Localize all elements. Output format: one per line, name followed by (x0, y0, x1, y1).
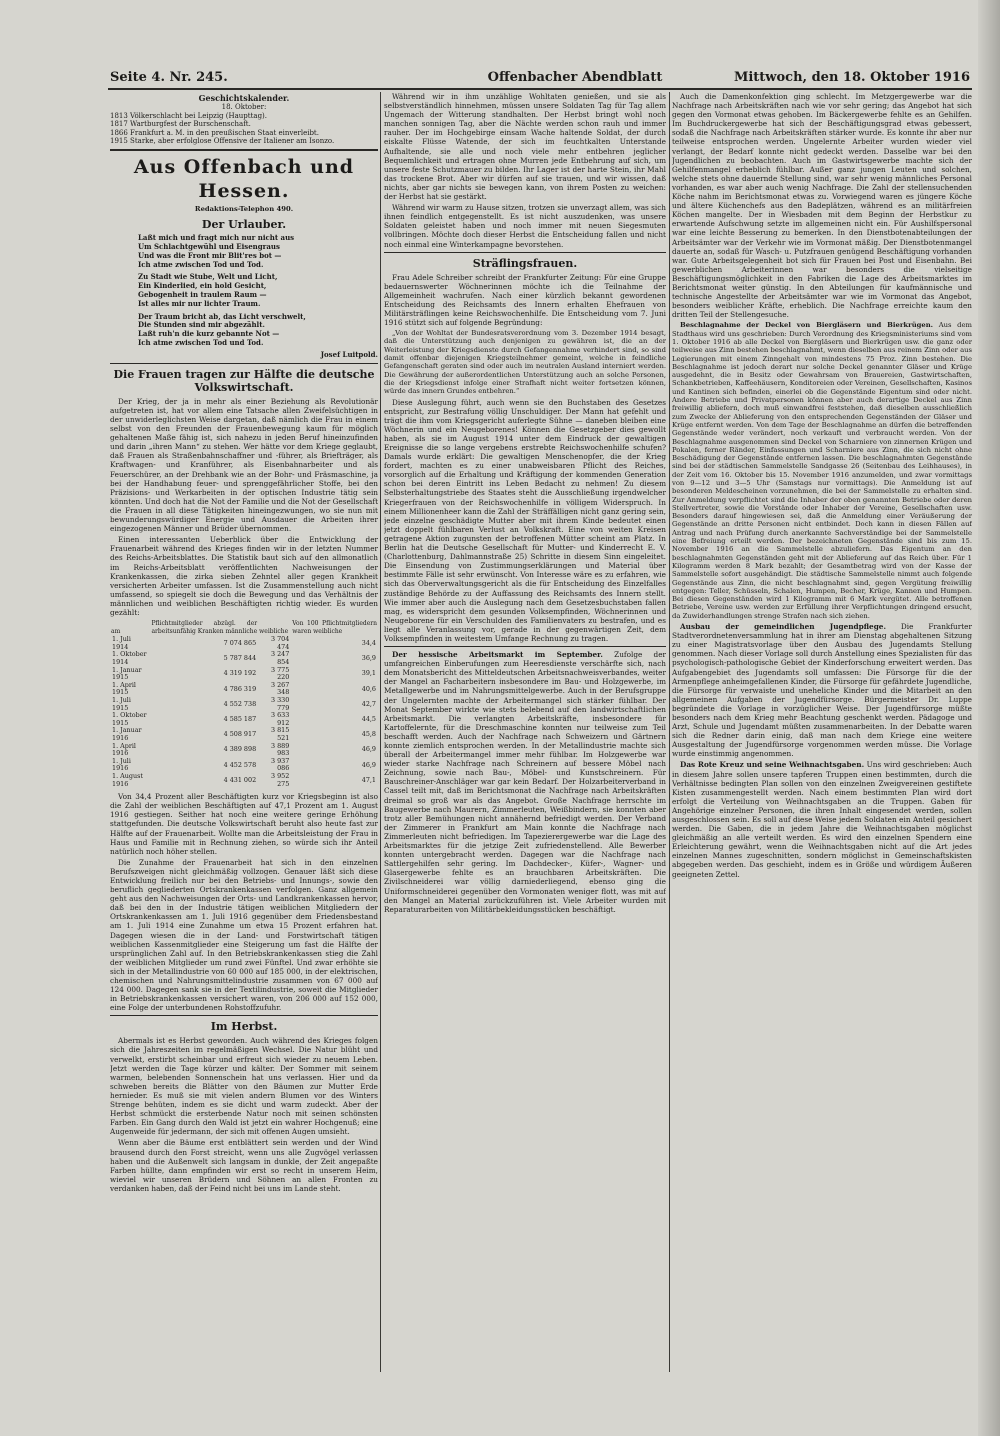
column-2 (384, 92, 666, 916)
calendar-item: 1915 Starke, aber erfolglose Offensive der Italiener am Isonzo. (110, 137, 335, 146)
poem-line: Und was die Front mir Blit'res bot — (138, 250, 282, 260)
table-row (110, 773, 378, 788)
table-cell: 3 704 474 (270, 635, 290, 651)
page-header (110, 70, 970, 90)
table-row (110, 743, 378, 758)
table-cell: 3 633 912 (270, 711, 290, 727)
table-header: Pflichtmitglieder abzügl. der arbeitsunfähig Kranken männliche (151, 620, 258, 635)
header-rule (108, 88, 972, 90)
poem-author: Josef Luitpold. (320, 349, 378, 359)
article-paragraph: Frau Adele Schreiber schreibt der Frankfurter Zeitung: Für eine Gruppe bedauernswerter Wöchnerinnen möchte ich die Teilnahme der Allgemeinheit wachrufen. Nach einer kürzlich bekannt gewordenen Entscheidung des Reichsamts des Innern erhalten Ehefrauen von Militärsträflingen keine Reichswochenhilfe. Die Entscheidung vom 7. Juni 1916 stützt sich auf folgende Begründung: (384, 272, 666, 328)
table-row (110, 712, 378, 727)
table-cell: 3 775 220 (270, 665, 290, 682)
table-row (110, 727, 378, 742)
table-cell: 1. Juli 1915 (112, 696, 131, 712)
article-title: Im Herbst. (210, 1020, 278, 1034)
table-cell: 4 319 192 (223, 669, 257, 678)
table-cell: 4 389 898 (223, 745, 257, 754)
article-paragraph (672, 760, 972, 878)
table-cell: 46,9 (361, 760, 376, 769)
section-title: Aus Offenbach und Hessen. (133, 156, 355, 203)
table-cell: 4 508 917 (223, 730, 257, 739)
poem-line: Um Schlachtgewühl und Eisengraus (138, 241, 280, 251)
editorial-phone: Redaktions-Telephon 490. (194, 205, 294, 214)
poem-line: Ein Kinderlied, ein hold Gesicht, (138, 281, 267, 291)
newspaper-title: Offenbacher Abendblatt (487, 70, 663, 85)
article-lead: Der hessische Arbeitsmarkt im September. (392, 650, 603, 660)
calendar-item: 1866 Frankfurt a. M. in den preußischen Staat einverleibt. (110, 128, 319, 137)
table-header: am (111, 627, 121, 635)
poem-line: Gebogenheit in traulem Raum — (138, 289, 267, 299)
issue-date: Mittwoch, den 18. Oktober 1916 (733, 70, 970, 85)
table-row (110, 667, 378, 682)
table-row (110, 697, 378, 712)
article-paragraph: Diese Auslegung führt, auch wenn sie den Buchstaben des Gesetzes entspricht, zur Bestrafung völlig Unschuldiger. Der Mann hat gefehlt und trägt die ihm vom Kriegsgericht auferlegte Sühne — daneben bleiben eine Wöchnerin und ein Neugeborenes! Können die Gesetzgeber dies gewollt haben, als sie im August 1914 unter dem Eindruck der gewaltigen Ereignisse die so lange vergebens erstrebte Reichswochenhilfe schufen? Damals wurde erklärt: Die gewaltigen Menschenopfer, die der Krieg fordert, machten es zu einer unabweisbaren Pflicht des Reiches, vorsorglich auf die Erhaltung und Kräftigung der kommenden Generation schon bei deren Eintritt ins Leben Bedacht zu nehmen! Zu diesem Selbsterhaltungstriebe des Staates steht die Ausschließung irgendwelcher Kriegerfrauen von der Reichswochenhilfe in völligem Widerspruch. In einem Millionenheer kann die Zahl der Sträffälligen nicht ganz gering sein, jede einzelne geschädigte Mutter aber mit ihrem Kinde bedeutet einen jetzt doppelt fühlbaren Verlust an Volkskraft. Eine von weiten Kreisen getragene Aktion zugunsten der betroffenen Mütter scheint am Platz. In Berlin hat die Deutsche Gesellschaft für Mutter- und Kinderrecht E. V. (Charlottenburg, Dahlmannstraße 25) Schritte in diesem Sinn eingeleitet. Die Einsendung von Zustimmungserklärungen und Material über bestimmte Fälle ist sehr erwünscht. Von Interesse wäre es zu erfahren, wie sich das Oberverwaltungsgericht als die für Entscheidung des Einzelfalles zuständige Behörde zu der Auffassung des Reichsamts des Innern stellt. Wie immer aber auch die Auslegung nach dem Gesetzesbuchstaben fallen mag, es widerspricht dem gesunden Volksempfinden, Wöchnerinnen und Neugeborene für ein Verschulden des Familienvaters zu bestrafen, und es liegt alle Veranlassung vor, gerade in der gegenwärtigen Zeit, dem Volksempfinden in weitestem Umfange Rechnung zu tragen. (384, 397, 666, 643)
table-cell: 1. Juli 1914 (112, 635, 131, 651)
column-divider (380, 92, 381, 1372)
table-cell: 45,8 (361, 730, 376, 739)
article-paragraph (672, 622, 972, 758)
article-paragraph (384, 650, 666, 914)
poem-line: Ich atme zwischen Tod und Tod. (138, 337, 264, 347)
column-1 (110, 92, 378, 1195)
article-text: Die Frankfurter Stadtverordnetenversammlung hat in ihrer am Dienstag abgehaltenen Sitzung zu einer Magistratsvorlage über den Ausbau des Jugendamts Stellung genommen. Nach dieser Vorlage soll durch Anstellung eines Spezialisten für das psychologisch-pathologische Gebiet der Kinderforschung erweitert werden. Das Aufgabengebiet des Jugendamts soll umfassen: Die Fürsorge für die der Armenpflege anheimgefallenen Kinder, die Fürsorge für gefährdete Jugendliche, die Fürsorge für verwaiste und uneheliche Kinder und die Mitarbeit an den allgemeinen Aufgaben der Jugendfürsorge. Bürgermeister Dr. Luppe begründete die Vorlage in vorzüglicher Weise. Der Jugendfürsorge müßte besonders nach dem Krieg mehr Beachtung geschenkt werden. Pädagoge und Arzt, Schule und Jugendamt müßten zusammenarbeiten. In der Debatte waren sich die Redner darin einig, daß man nach dem Kriege eine weitere Ausgestaltung der Jugendfürsorge vorgenommen werden müsse. Die Vorlage wurde einstimmig angenommen. (672, 622, 972, 759)
divider (110, 1015, 378, 1016)
article-paragraph: Während wir warm zu Hause sitzen, trotzen sie unverzagt allem, was sich ihnen feindlich entgegenstellt. Es ist nicht auszudenken, was unsere Soldaten geleistet haben und noch immer mit neuen Siegesmuten vollbringen. Möchte doch dieser Herbst die Entscheidung fallen und nicht noch einmal eine Winterkampagne bevorstehen. (384, 203, 666, 249)
calendar-title: Geschichtskalender. (198, 93, 290, 103)
table-cell: 3 889 983 (270, 741, 290, 758)
table-cell: 40,6 (361, 684, 376, 693)
table-cell: 1. April 1915 (112, 680, 136, 697)
calendar (110, 103, 378, 146)
table-cell: 3 267 348 (270, 680, 290, 697)
table-cell: 1. Januar 1916 (112, 726, 142, 742)
poem-line: Laßt mich und fragt mich nur nicht aus (138, 233, 295, 243)
table-cell: 1. Juli 1916 (112, 756, 131, 773)
table-cell: 3 247 854 (270, 650, 290, 667)
article-paragraph: Einen interessanten Ueberblick über die Entwicklung der Frauenarbeit während des Krieges finden wir in der letzten Nummer des Reichs-Arbeitsblattes. Die Statistik baut sich auf den allmonatlich im Reichs-Arbeitsblatt veröffentlichten Nachweisungen der Krankenkassen, die zirka sieben Zehntel aller gegen Krankheit versicherten Arbeiter umfassen. Ist die Zusammenstellung auch nicht umfassend, so spiegelt sie doch die Bewegung und das Verhältnis der männlichen und weiblichen Beschäftigten richtig wieder. Es wurden gezählt: (110, 535, 378, 617)
table-cell: 44,5 (361, 714, 376, 723)
table-header: Von 100 Pflichtmitgliedern waren weibliche (292, 620, 377, 635)
statistics-table (110, 619, 378, 788)
poem-line: Der Traum bricht ab, das Licht verschwelt, (138, 311, 306, 321)
table-cell: 46,9 (361, 745, 376, 754)
table-cell: 1. Oktober 1914 (112, 650, 147, 667)
table-cell: 39,1 (361, 669, 376, 678)
table-row (110, 636, 378, 651)
article-lead: Das Rote Kreuz und seine Weihnachtsgaben. (680, 760, 865, 770)
article-paragraph: Abermals ist es Herbst geworden. Auch während des Krieges folgen sich die Jahreszeiten im regelmäßigen Wechsel. Die Natur blüht und verwelkt, erstirbt scheinbar und erfreut sich wieder zu neuem Leben. Jetzt werden die Tage kürzer und kälter. Der Sommer mit seinem warmen, belebenden Sonnenschein hat uns verlassen. Hier und da schweben bereits die Blätter von den Bäumen zur Mutter Erde hernieder. Es muß sie mit vielen andern Blumen vor des Winters Strenge behüten, indem es sie dicht und warm zudeckt. Aber der Herbst schmückt die ersterbende Natur noch mit seinen schönsten Farben. Ein Gang durch den Wald ist jetzt ein wahrer Hochgenuß; eine Augenweide für jedermann, der sich mit offenen Augen umsieht. (110, 1036, 378, 1137)
table-cell: 1. Oktober 1915 (112, 711, 147, 727)
divider (110, 363, 378, 364)
article-paragraph: Der Krieg, der ja in mehr als einer Beziehung als Revolutionär aufgetreten ist, hat vor allem eine Tatsache allen Zweifelsüchtigen in der unwiderleglichsten Weise dargetan, daß nämlich die Frau in einem selbst von den Freunden der Frauenbewegung kaum für möglich gehaltenen Maße fähig ist, sich nahezu in jeden Beruf hineinzufinden und darin „ihren Mann“ zu stehen. Wer hätte vor dem Kriege geglaubt, daß Frauen als Straßenbahnschaffner und -führer, als Briefträger, als Kraftwagen- und Kranführer, als Eisenbahnarbeiter und als Feuerschürer, an der Drehbank wie an der Bohr- und Fräsmaschine, ja bei der Handhabung feuer- und sprenggefährlicher Stoffe, bei den Präzisions- und Werkarbeiten in der optischen Industrie tätig sein könnten. Und doch hat die Not der Familie und die Not der Gesellschaft die Frauen in all diese Tätigkeiten hineingezwungen, wo sie nun mit bewunderungswürdiger Energie und Ausdauer die Arbeiten ihrer eingezogenen Männer und Brüder übernommen. (110, 396, 378, 534)
table-cell: 1. April 1916 (112, 741, 136, 758)
article-paragraph: Wenn aber die Bäume erst entblättert sein werden und der Wind brausend durch den Forst streicht, wenn uns alle Zugvögel verlassen haben und die Außenwelt sich langsam in dunkle, der Zeit angepaßte Farben hüllte, dann empfinden wir erst so recht in unserem Heim, wieviel wir unseren Brüdern und Söhnen an allen Fronten zu verdanken haben, daß der Feind nicht bei uns im Lande steht. (110, 1138, 378, 1193)
article-paragraph: Während wir in ihm unzählige Wohltaten genießen, und sie als selbstverständlich hinnehmen, müssen unsere Soldaten Tag für Tag allem Ungemach der Witterung standhalten. Der Herbst bringt wohl noch manchen sonnigen Tag, aber die Nächte werden schon rauh und immer rauher. Der im Hochgebirge einsam Wache haltende Soldat, der durch eiskalte Flüsse Watende, der sich im feuchtkalten Unterstande Aufhaltende, sie alle und noch viele mehr entbehren jeglicher Bequemlichkeit und ertragen ohne Murren jede Entbehrung auf sich, um unsere feste Schutzmauer zu bilden. Ihr Lager ist der harte Stein, ihr Mahl das trockene Brot. Aber wir dürfen auf sie trauen, und wir wissen, daß nichts, aber gar nichts sie bewegen kann, von ihrem Posten zu weichen: der Herbst hat sie gestärkt. (384, 92, 666, 202)
table-cell: 1. August 1916 (112, 771, 143, 788)
table-cell: 4 585 187 (223, 714, 257, 723)
article-paragraph: Auch die Damenkonfektion ging schlecht. Im Metzgergewerbe war die Nachfrage nach Arbeitskräften nach wie vor sehr gering; das Angebot hat sich gegen den Vormonat etwas gehoben. Im Bäckergewerbe fehlte es an Gehilfen. Im Buchdruckergewerbe hat sich der Beschäftigungsgrad etwas gebessert, sodaß die Nachfrage nach Arbeitskräften stärker wurde. Es konnte ihr aber nur teilweise entsprochen werden. Ungelernte Arbeiter wurden wieder viel verlangt, der Bedarf konnte nicht gedeckt werden. Dasselbe war bei den Jugendlichen zu beobachten. Auch im Gastwirtsgewerbe machte sich der Gehilfenmangel erheblich fühlbar. Außer ganz jungen Leuten und solchen, welche stets ohne dauernde Stellung sind, war sehr wenig männliches Personal vorhanden, es war aber auch wenig Nachfrage. Die Zahl der stellensuchenden Köche nahm im Berichtsmonat etwas zu. Vorwiegend waren es jüngere Köche und ältere Küchenchefs aus den Badeplätzen, während es an militärfreien Köchen mangelte. Der in Wiesbaden mit dem Beginn der Herbstkur zu erwartende Aufschwung setzte im allgemeinen nicht ein. Für Aushilfspersonal war eine leichte Besserung zu bemerken. In den Dienstbotenabteilungen der Arbeitsämter war der Verkehr wie im Vormonat mäßig. Der Dienstbotenmangel dauerte an, sodaß für Wasch- u. Putzfrauen genügend Beschäftigung vorhanden war. Gute Arbeitsgelegenheit bot sich für Frauen bei Post und Eisenbahn. Bei gewerblichen Arbeiterinnen war besonders die vielseitige Beschäftigungsmöglichkeit in den Fabriken die Lage des Arbeitsmarktes im Berichtsmonat weiter günstig. In den Abteilungen für kaufmännische und technische Angestellte der Arbeitsämter war wie im Vormonat das Angebot, besonders weiblicher Kräfte, erheblich. Die Nachfrage erreichte kaum den dritten Teil der Stellengesuche. (672, 92, 972, 320)
poem-line: Ich atme zwischen Tod und Tod. (138, 259, 264, 269)
table-cell: 34,4 (361, 639, 376, 648)
column-divider (669, 92, 670, 1372)
table-row (110, 682, 378, 697)
article-lead: Ausbau der gemeindlichen Jugendpflege. (680, 622, 886, 632)
page-number: Seite 4. Nr. 245. (110, 70, 228, 85)
table-header: weibliche (259, 627, 289, 635)
table-header-row (110, 619, 378, 636)
table-cell: 4 552 738 (223, 699, 257, 708)
article-title: Die Frauen tragen zur Hälfte die deutsche Volkswirtschaft. (113, 367, 375, 394)
scan-edge (978, 0, 1000, 1436)
poem-line: Laßt ruh'n die kurz gebannte Not — (138, 329, 280, 339)
table-cell: 4 431 002 (223, 775, 257, 784)
table-cell: 4 786 319 (223, 684, 257, 693)
article-paragraph: Die Zunahme der Frauenarbeit hat sich in den einzelnen Berufszweigen nicht gleichmäßig vollzogen. Genauer läßt sich diese Entwicklung freilich nur bei den Betriebs- und Innungs-, sowie den beruflich gegliederten Ortskrankenkassen verfolgen. Ganz allgemein geht aus den Nachweisungen der Orts- und Landkrankenkassen hervor, daß bei den in der Industrie tätigen weiblichen Mitgliedern der Ortskrankenkassen am 1. Juli 1916 gegenüber dem Friedensbestand am 1. Juli 1914 eine Zunahme um etwa 15 Prozent erfahren hat. Dagegen wiesen die in der Land- und Forstwirtschaft tätigen weiblichen Kassenmitglieder eine Steigerung um fast die Hälfte der ursprünglichen Zahl auf. In den Betriebskrankenkassen stieg die Zahl der weiblichen Mitglieder um rund zwei Fünftel. Und zwar erhöhte sie sich in der Metallindustrie von 60 000 auf 185 000, in der elektrischen, chemischen und Nahrungsmittelindustrie zusammen von 67 000 auf 124 000. Dagegen sank sie in der Textilindustrie, soweit die Mitglieder in Betriebskrankenkassen versichert waren, von 206 000 auf 152 000, eine Folge der unterbundenen Rohstoffzufuhr. (110, 857, 378, 1013)
divider (384, 252, 666, 253)
poem-title: Der Urlauber. (201, 218, 287, 232)
calendar-date: 18. Oktober: (221, 103, 267, 112)
article-text: Aus dem Stadthaus wird uns geschrieben: Durch Verordnung des Kriegsministeriums sind vom 1. Oktober 1916 ab alle Deckel von Biergläsern und Bierkrügen usw. die ganz oder teilweise aus Zinn bestehen beschlagnahmt, wenn dieselben aus reinem Zinn oder aus Legierungen mit einem Zinngehalt von mindestens 75 Proz. Zinn bestehen. Die Beschlagnahme ist jedoch derart nur solche Deckel genannter Gläser und Krüge ausgedehnt, die in Besitz oder Gewahrsam von Brauereien, Gastwirtschaften, Schankbetrieben, Kaffeehäusern, Konditoreien oder Vereinen, Gesellschaften, Kasinos und Kantinen sich befinden, einerlei ob die Gegenstände Eigentum sind oder nicht. Andere Betriebe und Privatpersonen können aber auch derartige Deckel aus Zinn freiwillig abliefern, doch muß einwandfrei feststehen, daß dieselben ausschließlich zum Zwecke der Ablieferung von den entsprechenden Gegenständen der Gläser und Krüge entfernt werden. Von dem Tage der Beschlagnahme an dürfen die betreffenden Gegenstände weder verändert, noch verkauft und verbraucht werden. Von der Beschlagnahme ausgenommen sind Deckel von Scharniere von zinnernen Krügen und Pokalen, ferner Ränder, Einfassungen und Scharniere aus Zinn, die sich nicht ohne Beschädigung der Gegenstände entfernen lassen. Die beschlagnahmten Gegenstände sind bei der städtischen Sammelstelle Sandgasse 26 (Seitenbau des Leihhauses), in der Zeit vom 16. Oktober bis 15. November 1916 anzumelden, und zwar vormittags von 9—12 und 3—5 Uhr (Samstags nur vormittags). Die Anmeldung ist auf besonderen Meldescheinen vorzunehmen, die bei der Sammelstelle zu erhalten sind. Zur Anmeldung verpflichtet sind die Inhaber der oben genannten Betriebe oder deren Stellvertreter, sowie die Vorstände oder Inhaber der Vereine, Gesellschaften usw. Besonders darauf hingewiesen sei, daß die Anmeldung einer Veräußerung der Gegenstände an dritte Personen nicht entbindet. Doch kann in diesen Fällen auf Antrag und nach Prüfung durch anerkannte Sachverständige bei der Sammelstelle eine Befreiung erteilt werden. Der bezeichneten Gegenstände sind bis zum 15. November 1916 an die Sammelstelle abzuliefern. Das Eigentum an den beschlagnahmten Gegenständen geht mit der Ablieferung auf das Reich über. Für 1 Kilogramm werden 8 Mark bezahlt; der Gesamtbetrag wird von der Kasse der Sammelstelle sofort ausgehändigt. Die städtische Sammelstelle nimmt auch folgende Gegenstände aus Zinn, die nicht beschlagnahmt sind, gegen Vergütung freiwillig entgegen: Teller, Schüsseln, Schalen, Humpen, Becher, Krüge, Kannen und Humpen. Bei diesen Gegenständen wird 1 Kilogramm mit 6 Mark vergütet. Alle betroffenen Betriebe, Vereine usw. werden zur Erfüllung ihrer Verpflichtungen dringend ersucht, da Zuwiderhandlungen strenge Strafen nach sich ziehen. (672, 321, 972, 620)
calendar-item: 1817 Wartburgfest der Burschenschaft. (110, 120, 251, 129)
article-title: Sträflingsfrauen. (472, 256, 578, 270)
table-cell: 1. Januar 1915 (112, 665, 142, 682)
table-cell: 3 937 086 (270, 756, 290, 773)
article-text: Uns wird geschrieben: Auch in diesem Jahre sollen unsere tapferen Truppen einen bestimmten, durch die Verhältnisse bedingten Plan sollen von den einzelnen Zweigvereinen gestiftete Kisten zusammengestellt werden. Nach einem bestimmten Plan wird dort erfolgt die Verteilung von Weihnachtsgaben an die Truppen. Gaben für Angehörige einzelner Personen, die ihren Inhalt eingesendet werden, sollen ausgeschlossen sein. Es soll auf diese Weise jedem Soldaten ein Anteil gesichert werden. Die Gaben, die in jedem Jahre die Weihnachtsgaben möglichst gleichmäßig an alle verteilt werden. Es wird den einzelnen Spendern eine Erleichterung gewährt, wenn die Weihnachtsgaben nicht auf die Art jedes einzelnen Mannes zugeschnitten, sondern möglichst in Gemeinschaftskisten abgegeben werden. Das geschieht, indem es in Größe und würdigem Äußeren geeigneten Zettel. (672, 760, 972, 879)
calendar-item: 1813 Völkerschlacht bei Leipzig (Haupttag). (110, 111, 268, 120)
article-paragraph (672, 321, 972, 620)
poem-line: Ist alles mir nur lichter Traum. (138, 298, 261, 308)
table-cell: 5 787 844 (223, 654, 257, 663)
table-cell: 4 452 578 (223, 760, 257, 769)
table-cell: 3 815 521 (270, 726, 290, 742)
article-lead: Beschlagnahme der Deckel von Biergläsern und Bierkrügen. (680, 321, 934, 330)
table-cell: 47,1 (361, 775, 376, 784)
table-cell: 42,7 (361, 699, 376, 708)
table-cell: 3 330 779 (270, 696, 290, 712)
table-cell: 7 074 865 (223, 639, 257, 648)
article-quote: „Von der Wohltat der Bundesratsverordnung vom 3. Dezember 1914 besagt, daß die Unterstützung auch denjenigen zu gewähren ist, die an der Weiterleistung der Kriegsdienste durch Gefangennahme verhindert sind, so sind damit offenbar diejenigen Kriegsteilnehmer gemeint, welche in feindliche Gefangenschaft geraten sind oder auch im neutralen Ausland interniert werden. Die Gewährung der außerordentlichen Unterstützung auch an solche Personen, die der Kriegsdienst infolge einer Strafhaft nicht weiter fortsetzen können, würde das innern Grundes entbehren.“ (384, 329, 666, 396)
table-cell: 3 952 275 (270, 771, 290, 788)
divider (110, 149, 378, 151)
poem-line: Zu Stadt wie Stube, Welt und Licht, (138, 272, 278, 282)
article-paragraph: Von 34,4 Prozent aller Beschäftigten kurz vor Kriegsbeginn ist also die Zahl der weiblichen Beschäftigten auf 47,1 Prozent am 1. August 1916 gestiegen. Seither hat noch eine weitere geringe Erhöhung stattgefunden. Die deutsche Volkswirtschaft beruht also heute fast zur Hälfte auf der Frauenarbeit. Wollte man die Arbeitsleistung der Frau in Haus und Familie mit in Rechnung ziehen, so würde sich ihr Anteil natürlich noch höher stellen. (110, 792, 378, 856)
table-row (110, 651, 378, 666)
poem-line: Die Stunden sind mir abgezählt. (138, 320, 265, 330)
poem (110, 234, 378, 348)
column-3 (672, 92, 972, 881)
table-row (110, 758, 378, 773)
article-text: Zufolge der umfangreichen Einberufungen zum Heeresdienste verschärfte sich, nach dem Monatsbericht des Mitteldeutschen Arbeitsnachweisverbandes, weiter der Mangel an Facharbeitern insbesondere im Bau- und Holzgewerbe, im Metallgewerbe und im Nahrungsmittelgewerbe. Auch in der Berufsgruppe der Ungelernten machte der Arbeitermangel sich stärker fühlbar. Der Monat September wirkte wie stets belebend auf den landwirtschaftlichen Arbeitsmarkt. Die verlangten Arbeitskräfte, insbesondere für Kartoffelernte, für die Dreschmaschine konnten nur teilweise zum Teil beschafft werden. Auch der Nachfrage nach Schweizern und Gärtnern konnte ziemlich entsprochen werden. In der Metallindustrie machte sich überall der Arbeitermangel immer mehr fühlbar. Im Holzgewerbe war wieder starke Nachfrage nach Schreinern auf bessere Möbel nach Zeichnung, sowie nach Bau-, Möbel- und Kunstschreinern. Für Bauschreiner-Anschläger war gar kein Bedarf. Der Holzarbeiterverband in Cassel teilt mit, daß im Berichtsmonat die Nachfrage nach Arbeitskräften dreimal so groß war als das Angebot. Große Nachfrage herrschte im Baugewerbe nach Maurern, Zimmerleuten, Weißbindern, sie konnten aber trotz aller Bemühungen nicht annähernd befriedigt werden. Der Verband der Zimmerer in Frankfurt am Main konnte die Nachfrage nach Zimmerleuten nicht befriedigen. Im Tapezierergewerbe war die Lage des Arbeitsmarktes für die jetzige Zeit zufriedenstellend. Alle Bewerber konnten untergebracht werden. Dagegen war die Nachfrage nach Sattlergehilfen sehr gering. Im Dachdecker-, Küfer-, Wagner- und Glasergewerbe fehlte es an brauchbaren Arbeitskräften. Die Zivilschneiderei war völlig darniederliegend, ebenso ging die Uniformschneiderei gegenüber den Vormonaten weniger flott, was mit auf den Mangel an Material zurückzuführen ist. Viele Arbeiter wurden mit Reparaturarbeiten von Militärbekleidungsstücken beschäftigt. (384, 650, 666, 914)
divider (384, 646, 666, 647)
table-cell: 36,9 (361, 654, 376, 663)
